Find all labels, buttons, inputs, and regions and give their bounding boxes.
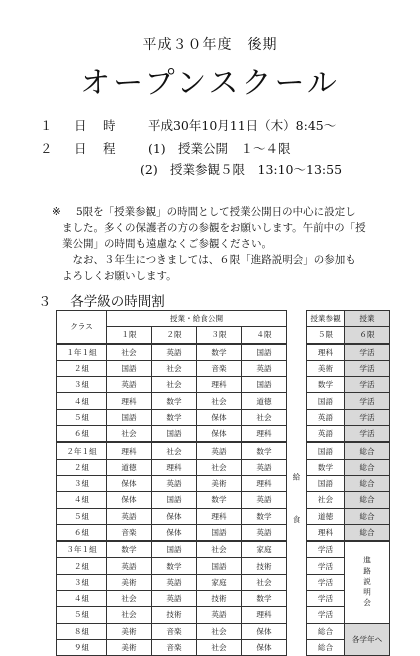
table-row bbox=[57, 508, 390, 524]
subject-cell: 国語 bbox=[152, 426, 197, 443]
period6-cell: 総合 bbox=[345, 442, 390, 459]
subject-cell: 理科 bbox=[197, 508, 242, 524]
subject-cell: 美術 bbox=[197, 475, 242, 491]
subject-cell: 英語 bbox=[152, 591, 197, 607]
period5-cell: 総合 bbox=[307, 639, 345, 655]
period5-cell: 学活 bbox=[307, 607, 345, 623]
subject-cell: 道徳 bbox=[107, 459, 152, 475]
page-title: オープンスクール bbox=[80, 66, 340, 101]
item-sub-number: (2) bbox=[140, 162, 158, 177]
class-name: ３組 bbox=[57, 377, 107, 393]
subject-cell: 音楽 bbox=[107, 524, 152, 541]
subject-cell: 社会 bbox=[152, 377, 197, 393]
item-label: 日 時 bbox=[73, 118, 118, 133]
timetable bbox=[56, 310, 390, 656]
subject-cell: 保体 bbox=[242, 623, 287, 639]
period6-cell: 学活 bbox=[345, 344, 390, 361]
class-name: ６組 bbox=[57, 426, 107, 443]
subject-cell: 音楽 bbox=[152, 623, 197, 639]
subject-cell: 社会 bbox=[107, 607, 152, 623]
class-name: ９組 bbox=[57, 639, 107, 655]
period5-cell: 国語 bbox=[307, 475, 345, 491]
table-row bbox=[57, 607, 390, 623]
period6-cell: 総合 bbox=[345, 459, 390, 475]
table-row bbox=[57, 393, 390, 409]
table-row bbox=[57, 639, 390, 655]
subject-cell: 理科 bbox=[242, 475, 287, 491]
class-name: ２年１組 bbox=[57, 442, 107, 459]
subject-cell: 音楽 bbox=[197, 360, 242, 376]
subject-cell: 技術 bbox=[242, 558, 287, 574]
subject-cell: 音楽 bbox=[152, 639, 197, 655]
table-row bbox=[57, 591, 390, 607]
note-line: なお、３年生につきましては、６限「進路説明会」の参加も bbox=[62, 254, 356, 266]
note-line: ました。多くの保護者の方の参観をお願いします。午前中の「授 bbox=[62, 222, 366, 234]
period6-cell: 学活 bbox=[345, 360, 390, 376]
subject-cell: 英語 bbox=[107, 558, 152, 574]
subject-cell: 国語 bbox=[107, 409, 152, 425]
subject-cell: 美術 bbox=[107, 639, 152, 655]
career-briefing-cell: 進路説明会 bbox=[345, 541, 390, 623]
table-row bbox=[57, 344, 390, 361]
subject-cell: 英語 bbox=[152, 574, 197, 590]
table-row bbox=[57, 459, 390, 475]
header-period: ３限 bbox=[197, 327, 242, 344]
lunch-column: 給 食 bbox=[287, 344, 307, 656]
period5-cell: 学活 bbox=[307, 558, 345, 574]
subject-cell: 数学 bbox=[242, 508, 287, 524]
subject-cell: 社会 bbox=[107, 591, 152, 607]
period5-cell: 道徳 bbox=[307, 508, 345, 524]
item-value: 授業公開 １～４限 bbox=[177, 141, 291, 156]
subject-cell: 理科 bbox=[107, 442, 152, 459]
subject-cell: 社会 bbox=[197, 623, 242, 639]
period5-cell: 国語 bbox=[307, 393, 345, 409]
timetable-period-row bbox=[57, 327, 390, 344]
section-title: 各学級の時間割 bbox=[70, 294, 165, 310]
subject-cell: 理科 bbox=[152, 459, 197, 475]
subject-cell: 理科 bbox=[197, 377, 242, 393]
subject-cell: 家庭 bbox=[197, 574, 242, 590]
subject-cell: 社会 bbox=[242, 574, 287, 590]
subject-cell: 英語 bbox=[107, 377, 152, 393]
period5-cell: 社会 bbox=[307, 492, 345, 508]
subject-cell: 数学 bbox=[242, 591, 287, 607]
header-open: 授業・給食公開 bbox=[107, 311, 287, 327]
header-visit: 授業参観 bbox=[307, 311, 345, 327]
subject-cell: 社会 bbox=[152, 360, 197, 376]
note-mark: ※ bbox=[52, 206, 61, 218]
subject-cell: 数学 bbox=[197, 492, 242, 508]
timetable-header-row bbox=[57, 311, 390, 327]
period5-cell: 理科 bbox=[307, 524, 345, 541]
period6-cell: 学活 bbox=[345, 393, 390, 409]
class-name: ６組 bbox=[57, 524, 107, 541]
table-row bbox=[57, 377, 390, 393]
item-number: １ bbox=[40, 118, 53, 133]
class-name: ５組 bbox=[57, 409, 107, 425]
subject-cell: 国語 bbox=[152, 492, 197, 508]
subject-cell: 社会 bbox=[152, 442, 197, 459]
subject-cell: 保体 bbox=[152, 508, 197, 524]
table-row bbox=[57, 492, 390, 508]
section-heading bbox=[38, 290, 165, 310]
class-name: ２組 bbox=[57, 459, 107, 475]
class-name: ４組 bbox=[57, 492, 107, 508]
header-sankan: 授業 bbox=[345, 311, 390, 327]
subject-cell: 美術 bbox=[107, 623, 152, 639]
era-heading: 平成３０年度 後期 bbox=[142, 37, 278, 53]
subject-cell: 数学 bbox=[152, 409, 197, 425]
table-row bbox=[57, 360, 390, 376]
period5-cell: 学活 bbox=[307, 574, 345, 590]
subject-cell: 保体 bbox=[107, 492, 152, 508]
subject-cell: 英語 bbox=[242, 492, 287, 508]
subject-cell: 英語 bbox=[197, 607, 242, 623]
each-grade-cell: 各学年へ bbox=[345, 623, 390, 656]
subject-cell: 国語 bbox=[107, 360, 152, 376]
item-schedule bbox=[40, 139, 290, 157]
subject-cell: 保体 bbox=[197, 426, 242, 443]
header-period: ５限 bbox=[307, 327, 345, 344]
subject-cell: 英語 bbox=[242, 524, 287, 541]
item-value: 授業参観５限 13:10～13:55 bbox=[169, 162, 343, 177]
note-block bbox=[52, 205, 356, 221]
note-line: よろしくお願いします。 bbox=[62, 270, 177, 282]
subject-cell: 国語 bbox=[197, 558, 242, 574]
subject-cell: 英語 bbox=[152, 475, 197, 491]
subject-cell: 社会 bbox=[242, 409, 287, 425]
subject-cell: 保体 bbox=[242, 639, 287, 655]
period5-cell: 学活 bbox=[307, 541, 345, 558]
subject-cell: 英語 bbox=[107, 508, 152, 524]
header-gap bbox=[287, 311, 307, 327]
subject-cell: 英語 bbox=[197, 442, 242, 459]
note-line: 5限を「授業参観」の時間として授業公開日の中心に設定し bbox=[76, 206, 356, 218]
subject-cell: 社会 bbox=[197, 639, 242, 655]
item-sub-number: (1) bbox=[147, 141, 166, 156]
class-name: ８組 bbox=[57, 623, 107, 639]
period6-cell: 学活 bbox=[345, 377, 390, 393]
table-row bbox=[57, 541, 390, 558]
item-schedule-2 bbox=[140, 160, 342, 178]
header-period: ４限 bbox=[242, 327, 287, 344]
period5-cell: 国語 bbox=[307, 442, 345, 459]
period6-cell: 学活 bbox=[345, 426, 390, 443]
class-name: ５組 bbox=[57, 508, 107, 524]
period5-cell: 数学 bbox=[307, 377, 345, 393]
class-name: ３年１組 bbox=[57, 541, 107, 558]
note-line: 業公開」の時間も遠慮なくご参観ください。 bbox=[62, 238, 272, 250]
class-name: １年１組 bbox=[57, 344, 107, 361]
subject-cell: 国語 bbox=[242, 377, 287, 393]
period5-cell: 美術 bbox=[307, 360, 345, 376]
subject-cell: 理科 bbox=[242, 426, 287, 443]
subject-cell: 社会 bbox=[107, 344, 152, 361]
class-name: ４組 bbox=[57, 393, 107, 409]
subject-cell: 家庭 bbox=[242, 541, 287, 558]
subject-cell: 保体 bbox=[152, 524, 197, 541]
subject-cell: 社会 bbox=[107, 426, 152, 443]
period6-cell: 総合 bbox=[345, 492, 390, 508]
class-name: ３組 bbox=[57, 475, 107, 491]
item-value: 平成30年10月11日（木）8:45～ bbox=[147, 118, 337, 133]
period6-cell: 学活 bbox=[345, 409, 390, 425]
subject-cell: 数学 bbox=[197, 344, 242, 361]
subject-cell: 英語 bbox=[242, 459, 287, 475]
class-name: ４組 bbox=[57, 591, 107, 607]
subject-cell: 美術 bbox=[107, 574, 152, 590]
subject-cell: 国語 bbox=[197, 524, 242, 541]
subject-cell: 数学 bbox=[152, 393, 197, 409]
subject-cell: 理科 bbox=[107, 393, 152, 409]
table-row bbox=[57, 623, 390, 639]
period6-cell: 総合 bbox=[345, 508, 390, 524]
subject-cell: 社会 bbox=[197, 393, 242, 409]
class-name: ２組 bbox=[57, 360, 107, 376]
item-label: 日 程 bbox=[73, 141, 118, 156]
table-row bbox=[57, 409, 390, 425]
class-name: ２組 bbox=[57, 558, 107, 574]
timetable-grid bbox=[56, 310, 390, 656]
subject-cell: 国語 bbox=[242, 344, 287, 361]
item-number: ２ bbox=[40, 141, 53, 156]
period5-cell: 学活 bbox=[307, 591, 345, 607]
period6-cell: 総合 bbox=[345, 524, 390, 541]
subject-cell: 国語 bbox=[152, 541, 197, 558]
period6-cell: 総合 bbox=[345, 475, 390, 491]
subject-cell: 理科 bbox=[242, 607, 287, 623]
table-row bbox=[57, 524, 390, 541]
header-period: ６限 bbox=[345, 327, 390, 344]
period5-cell: 数学 bbox=[307, 459, 345, 475]
subject-cell: 保体 bbox=[197, 409, 242, 425]
class-name: ５組 bbox=[57, 607, 107, 623]
subject-cell: 英語 bbox=[152, 344, 197, 361]
period5-cell: 総合 bbox=[307, 623, 345, 639]
table-row bbox=[57, 574, 390, 590]
period5-cell: 英語 bbox=[307, 409, 345, 425]
subject-cell: 技術 bbox=[152, 607, 197, 623]
subject-cell: 数学 bbox=[152, 558, 197, 574]
header-class: クラス bbox=[57, 311, 107, 344]
header-period: １限 bbox=[107, 327, 152, 344]
subject-cell: 数学 bbox=[107, 541, 152, 558]
subject-cell: 保体 bbox=[107, 475, 152, 491]
subject-cell: 英語 bbox=[242, 360, 287, 376]
item-datetime bbox=[40, 116, 336, 134]
table-row bbox=[57, 426, 390, 443]
subject-cell: 社会 bbox=[197, 459, 242, 475]
table-row bbox=[57, 558, 390, 574]
class-name: ３組 bbox=[57, 574, 107, 590]
section-number: ３ bbox=[38, 294, 52, 310]
header-period: ２限 bbox=[152, 327, 197, 344]
header-gap bbox=[287, 327, 307, 344]
period5-cell: 英語 bbox=[307, 426, 345, 443]
subject-cell: 技術 bbox=[197, 591, 242, 607]
table-row bbox=[57, 442, 390, 459]
period5-cell: 理科 bbox=[307, 344, 345, 361]
subject-cell: 道徳 bbox=[242, 393, 287, 409]
table-row bbox=[57, 475, 390, 491]
subject-cell: 数学 bbox=[242, 442, 287, 459]
subject-cell: 社会 bbox=[197, 541, 242, 558]
